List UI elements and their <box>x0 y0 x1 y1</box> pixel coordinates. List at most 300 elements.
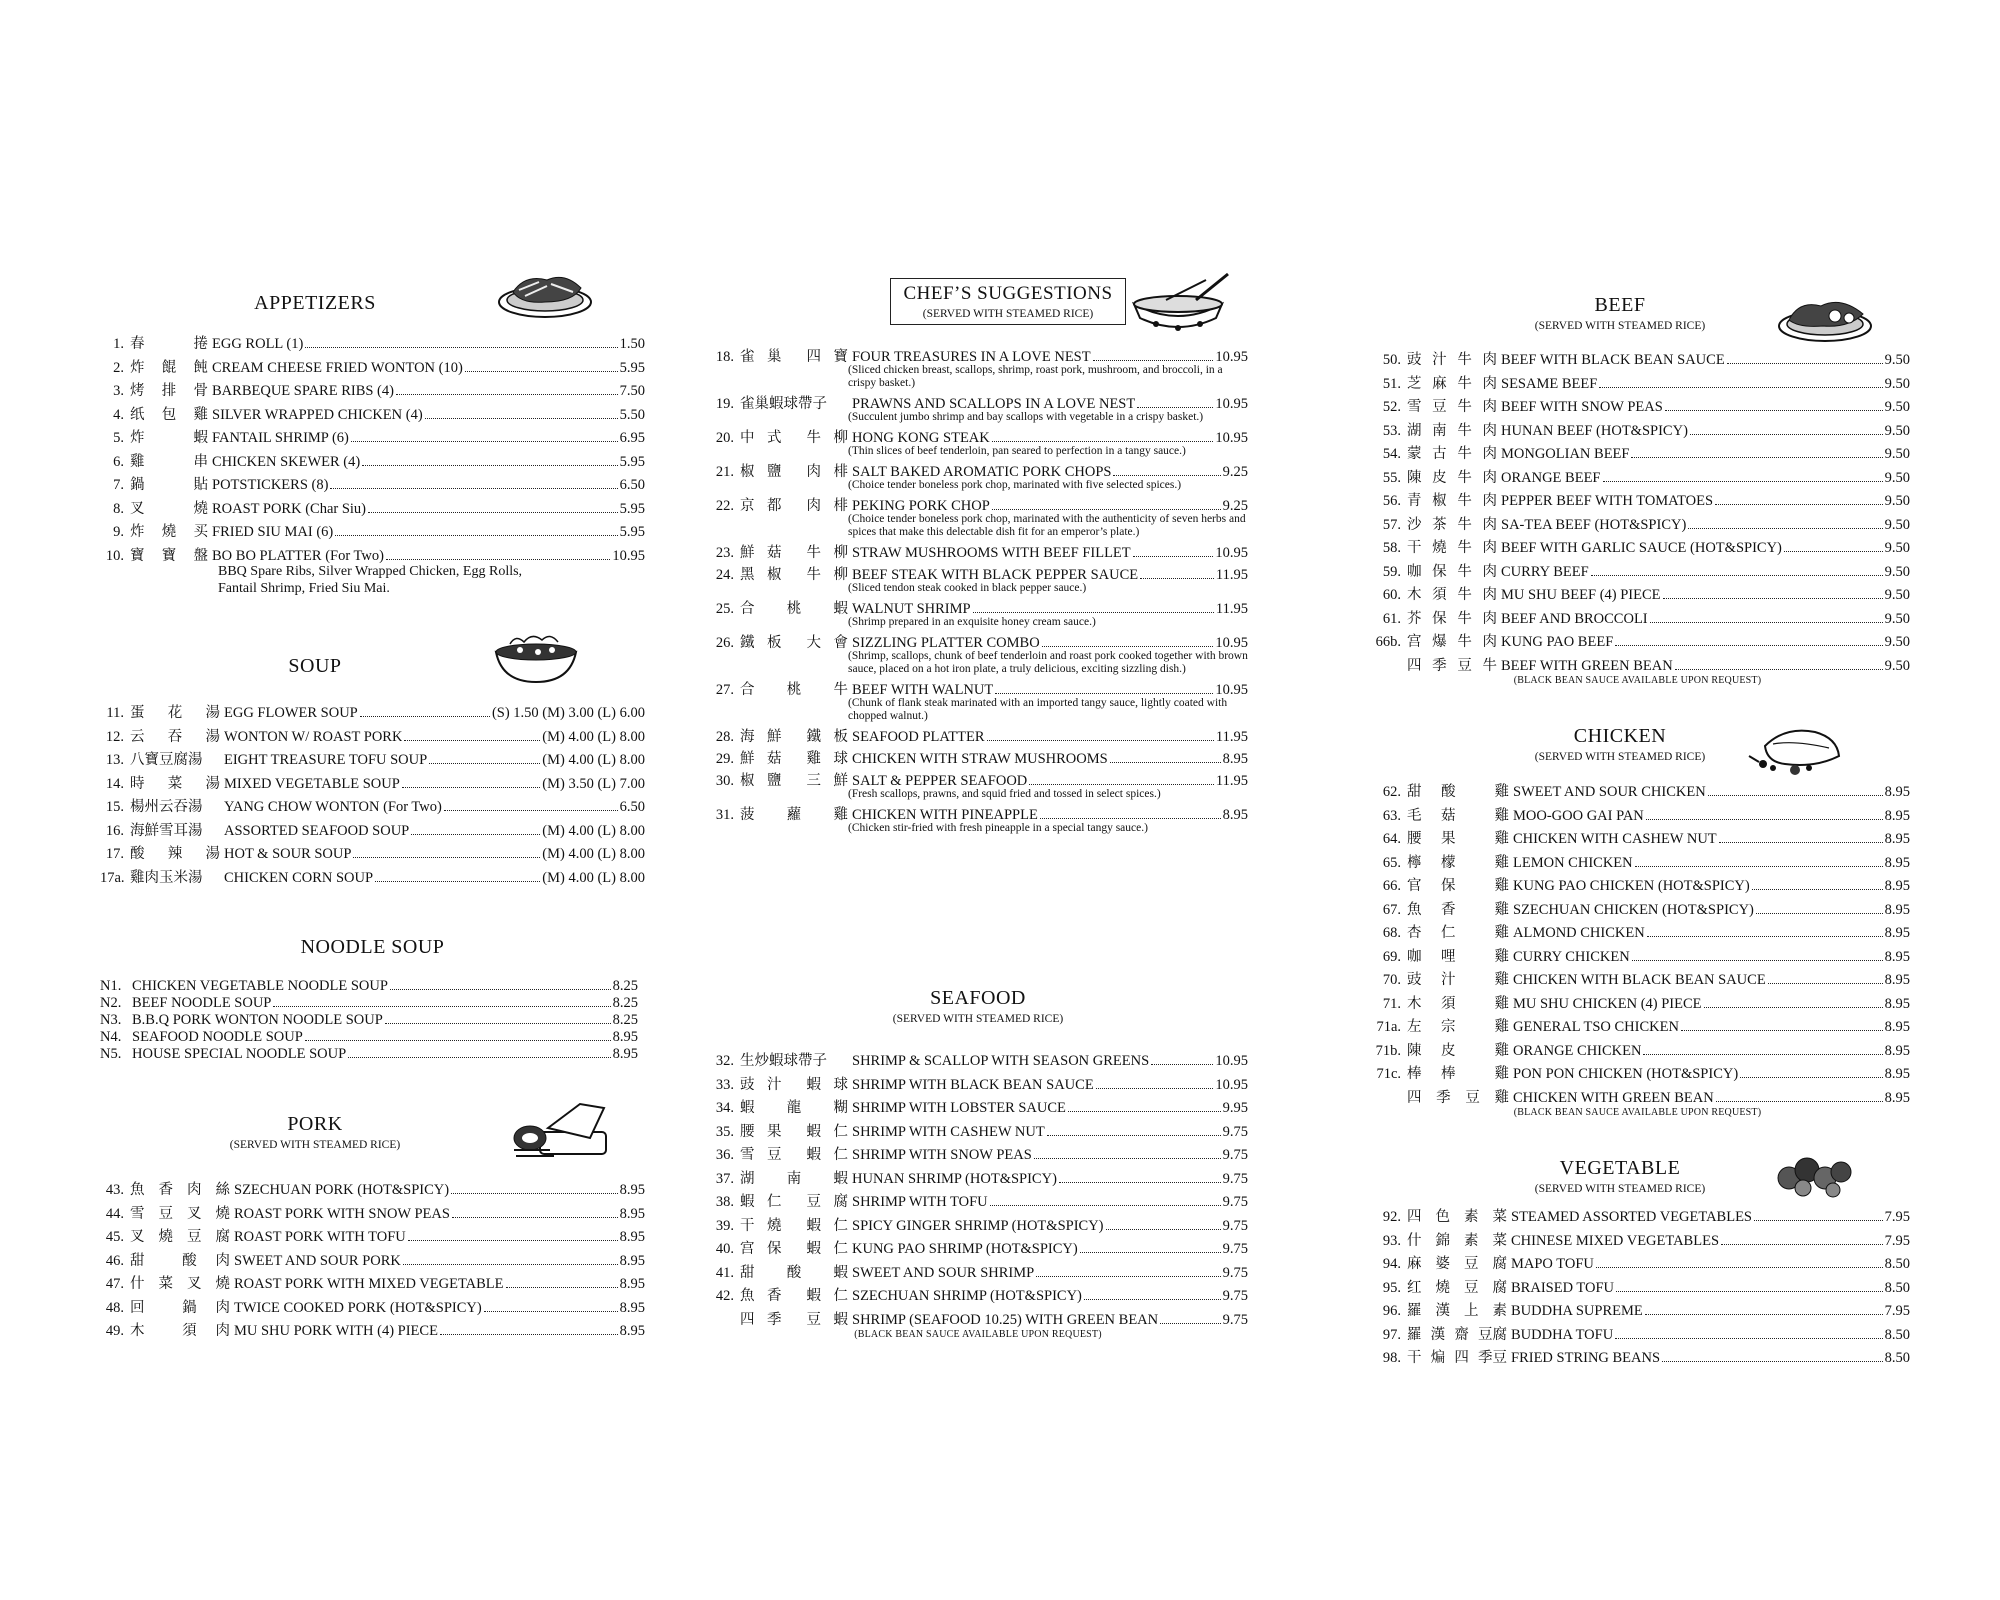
chinese-char: 排 <box>161 383 177 399</box>
menu-item-row <box>1365 899 1910 923</box>
menu-item-row <box>100 357 645 381</box>
chinese-char: 鹽 <box>767 464 782 480</box>
soup-bowl-illustration <box>490 630 582 686</box>
leader-dots <box>1665 410 1883 411</box>
item-number: 55. <box>1382 469 1401 486</box>
menu-item-row <box>1365 993 1910 1017</box>
chinese-char: 菜 <box>1492 1209 1507 1225</box>
item-price: 11.95 <box>1215 773 1248 789</box>
chinese-char: 海鮮雪耳湯 <box>130 822 203 839</box>
item-chinese-name <box>1401 1324 1507 1348</box>
item-chinese-name <box>734 1168 848 1192</box>
menu-item-row <box>100 749 645 773</box>
item-number: 56. <box>1382 493 1401 509</box>
item-price: 6.50 <box>619 799 645 815</box>
chinese-char: 肉 <box>1482 422 1497 439</box>
item-number: 7. <box>113 477 124 493</box>
item-number: 17a. <box>100 869 125 886</box>
item-price: 9.50 <box>1884 352 1910 368</box>
item-name: SZECHUAN CHICKEN (HOT&SPICY) <box>1513 901 1754 918</box>
item-chinese-name <box>734 495 848 517</box>
item-price: 9.75 <box>1222 1217 1248 1234</box>
chinese-char: 魚 <box>130 1182 145 1198</box>
noodle-soup-title: NOODLE SOUP <box>300 936 445 958</box>
menu-item-row <box>1365 373 1910 397</box>
item-name: CURRY CHICKEN <box>1513 948 1630 965</box>
leader-dots <box>1681 1030 1883 1031</box>
chef-title-box <box>890 278 1125 325</box>
vegetable-title: VEGETABLE <box>1559 1157 1681 1179</box>
item-number: 44. <box>105 1205 124 1222</box>
chinese-char: 咖 <box>1407 563 1422 580</box>
appetizers-list <box>100 333 645 568</box>
item-name: SWEET AND SOUR SHRIMP <box>852 1264 1035 1281</box>
chinese-char: 芝 <box>1407 375 1422 392</box>
item-name: SZECHUAN PORK (HOT&SPICY) <box>234 1182 450 1198</box>
leader-dots <box>1632 960 1883 961</box>
item-name: MOO-GOO GAI PAN <box>1513 807 1644 824</box>
leader-dots <box>1029 784 1214 785</box>
leader-dots <box>403 1264 618 1265</box>
item-price: 7.95 <box>1884 1303 1910 1319</box>
chinese-char: 燒 <box>1432 540 1447 556</box>
item-number: 42. <box>715 1288 734 1304</box>
item-number: 17. <box>105 846 124 862</box>
leader-dots <box>1716 1101 1883 1102</box>
item-number: 13. <box>105 752 124 768</box>
chinese-char: 豆 <box>158 1205 173 1222</box>
item-number: 62. <box>1382 784 1401 800</box>
leader-dots <box>404 740 540 741</box>
leader-dots <box>1616 1291 1883 1292</box>
item-price: 8.95 <box>619 1299 645 1316</box>
item-name: SHRIMP & SCALLOP WITH SEASON GREENS <box>852 1053 1150 1069</box>
item-chinese-name <box>124 867 220 891</box>
chinese-char: 蝦 <box>740 1194 755 1210</box>
item-price: 10.95 <box>1215 635 1248 651</box>
item-chinese-name <box>1401 514 1497 538</box>
chinese-char: 餛 <box>161 359 177 376</box>
item-number: 53. <box>1382 422 1401 439</box>
chinese-char: 季 <box>1432 657 1447 674</box>
chinese-char: 牛 <box>1457 634 1472 650</box>
item-number: 52. <box>1382 399 1401 415</box>
item-chinese-name <box>734 1097 848 1121</box>
chinese-char: 四 <box>740 1311 755 1328</box>
item-price: 6.50 <box>619 477 645 493</box>
item-chinese-name <box>734 1050 848 1074</box>
menu-item-row <box>1365 1016 1910 1040</box>
item-name: BEEF WITH GARLIC SAUCE (HOT&SPICY) <box>1501 540 1782 556</box>
item-number: 39. <box>715 1217 734 1234</box>
item-description: (Sliced tendon steak cooked in black pepper sauce.) <box>848 582 1087 594</box>
menu-item-row <box>1365 1277 1910 1301</box>
chinese-char: 甜 <box>740 1264 755 1281</box>
chinese-char: 牛 <box>1457 610 1472 627</box>
item-price: 9.75 <box>1222 1147 1248 1163</box>
item-price: 9.75 <box>1222 1264 1248 1281</box>
chinese-char: 須 <box>1432 587 1447 603</box>
chinese-char: 雞 <box>1494 901 1509 918</box>
chinese-char: 球 <box>833 1076 848 1093</box>
item-price: 5.95 <box>619 453 645 470</box>
item-number: 1. <box>113 336 124 352</box>
item-number: 94. <box>1382 1256 1401 1272</box>
chinese-char: 蝦 <box>806 1147 821 1163</box>
leader-dots <box>1740 1077 1882 1078</box>
chinese-char: 黑 <box>740 567 755 583</box>
item-chinese-name <box>124 843 220 867</box>
item-name: BEEF STEAK WITH BLACK PEPPER SAUCE <box>852 567 1139 583</box>
item-price: 9.75 <box>1222 1241 1248 1257</box>
leader-dots <box>1662 1361 1883 1362</box>
item-description: (Fresh scallops, prawns, and squid fried and tossed in select spices.) <box>848 788 1161 800</box>
item-chinese-name <box>124 749 220 773</box>
item-price: 9.75 <box>1222 1288 1248 1304</box>
item-price: 8.95 <box>1884 831 1910 847</box>
beef-list <box>1365 349 1910 686</box>
item-chinese-name <box>124 404 208 428</box>
leader-dots <box>348 1057 610 1058</box>
leader-dots <box>465 371 618 372</box>
chinese-char: 板 <box>767 635 782 651</box>
chinese-char: 季豆 <box>1477 1350 1507 1366</box>
chinese-char: 哩 <box>1441 948 1456 965</box>
item-chinese-name <box>734 1238 848 1262</box>
item-number: 2. <box>113 359 124 376</box>
chinese-char: 蝦 <box>806 1123 821 1140</box>
item-chinese-name <box>124 545 208 569</box>
item-number: 58. <box>1382 540 1401 556</box>
chinese-char: 上 <box>1464 1303 1479 1319</box>
item-name: YANG CHOW WONTON (For Two) <box>224 799 442 815</box>
leader-dots <box>440 1334 618 1335</box>
menu-item-row <box>1365 349 1910 373</box>
item-chinese-name <box>1401 655 1497 679</box>
menu-item-row <box>1365 828 1910 852</box>
leader-dots <box>1721 1244 1883 1245</box>
menu-item-row <box>1365 1206 1910 1230</box>
item-chinese-name <box>734 1191 848 1215</box>
item-chinese-name <box>1401 1063 1509 1087</box>
item-name: CHICKEN WITH BLACK BEAN SAUCE <box>1513 972 1766 988</box>
chinese-char: 香 <box>767 1288 782 1304</box>
menu-item-row <box>1365 1063 1910 1087</box>
leader-dots <box>1093 360 1214 361</box>
leader-dots <box>396 394 618 395</box>
chinese-char: 四 <box>806 349 821 365</box>
chinese-char: 茶 <box>1432 516 1447 533</box>
chinese-char: 蝦 <box>833 601 848 617</box>
chinese-char: 湯 <box>205 728 220 745</box>
chinese-char: 羅 <box>1407 1326 1422 1343</box>
item-chinese-name <box>1401 875 1509 899</box>
chinese-char: 雞 <box>1494 831 1509 847</box>
item-price: 11.95 <box>1215 601 1248 617</box>
chinese-char: 牛 <box>1457 446 1472 462</box>
item-chinese-name <box>124 1273 230 1297</box>
menu-item-row <box>100 995 638 1012</box>
menu-item-row <box>100 702 645 726</box>
chinese-char: 椒 <box>740 773 755 789</box>
item-number: 33. <box>715 1076 734 1093</box>
chinese-char: 肉 <box>1482 352 1497 368</box>
item-name: BEEF WITH BLACK BEAN SAUCE <box>1501 352 1725 368</box>
chinese-char: 煸 <box>1430 1350 1446 1366</box>
item-number: 5. <box>113 430 124 446</box>
item-name: SIZZLING PLATTER COMBO <box>852 635 1040 651</box>
availability-note: (BLACK BEAN SAUCE AVAILABLE UPON REQUEST) <box>1513 1107 1762 1118</box>
chinese-char: 豆腐 <box>1477 1326 1507 1343</box>
chinese-char: 鍋 <box>130 477 145 493</box>
item-name: ROAST PORK (Char Siu) <box>212 500 367 517</box>
item-name: FANTAIL SHRIMP (6) <box>212 430 349 446</box>
menu-item-row <box>708 1074 1248 1098</box>
menu-item-row <box>100 773 645 797</box>
item-chinese-name <box>1401 1230 1507 1254</box>
item-price: 9.50 <box>1884 446 1910 462</box>
item-name: HOUSE SPECIAL NOODLE SOUP <box>132 1046 347 1062</box>
item-name: BEEF NOODLE SOUP <box>132 995 272 1011</box>
menu-item-row <box>708 542 1248 564</box>
item-name: MONGOLIAN BEEF <box>1501 446 1630 462</box>
menu-item-row <box>1365 1253 1910 1277</box>
leader-dots <box>1096 1088 1214 1089</box>
leader-dots <box>1635 866 1883 867</box>
item-price: 11.95 <box>1215 567 1248 583</box>
item-price: (S) 1.50 (M) 3.00 (L) 6.00 <box>491 705 645 721</box>
item-name: SHRIMP WITH LOBSTER SAUCE <box>852 1100 1066 1116</box>
menu-item-row <box>1365 490 1910 514</box>
item-name: BEEF WITH WALNUT <box>852 682 994 698</box>
menu-item-row <box>1365 875 1910 899</box>
chinese-char: 菜 <box>167 775 183 792</box>
chinese-char: 雞 <box>130 453 145 470</box>
availability-note: (BLACK BEAN SAUCE AVAILABLE UPON REQUEST) <box>1513 675 1762 686</box>
item-price: 10.95 <box>612 547 645 564</box>
menu-item-row <box>100 521 645 545</box>
menu-item-row <box>1365 467 1910 491</box>
chinese-char: 雞 <box>1494 784 1509 800</box>
chinese-char: 牛 <box>1482 657 1497 674</box>
chinese-char: 雞 <box>1494 854 1509 871</box>
chinese-char: 菇 <box>767 751 782 767</box>
item-number: 93. <box>1382 1232 1401 1249</box>
chinese-char: 燒 <box>161 524 177 540</box>
chinese-char: 蝦 <box>806 1217 821 1234</box>
chinese-char: 回 <box>130 1299 145 1316</box>
chinese-char: 汁 <box>767 1076 782 1093</box>
item-description: (Choice tender boneless pork chop, marinated with five selected spices.) <box>848 479 1182 491</box>
chinese-char: 仁 <box>833 1147 848 1163</box>
item-number: 98. <box>1382 1350 1401 1366</box>
chinese-char: 蝦 <box>740 1100 755 1116</box>
chinese-char: 保 <box>1441 878 1456 894</box>
leader-dots <box>444 810 618 811</box>
chinese-char: 檸 <box>1407 854 1422 871</box>
item-number: 69. <box>1382 948 1401 965</box>
soup-title: SOUP <box>288 655 342 677</box>
item-price: 8.95 <box>1884 784 1910 800</box>
leader-dots <box>360 716 490 717</box>
item-name: BRAISED TOFU <box>1511 1279 1615 1296</box>
chinese-char: 菇 <box>1441 807 1456 824</box>
item-number: 47. <box>105 1276 124 1292</box>
item-chinese-name <box>124 1320 230 1344</box>
item-name: PEKING PORK CHOP <box>852 498 990 514</box>
item-number: 65. <box>1382 854 1401 871</box>
chinese-char: 什 <box>1407 1232 1422 1249</box>
availability-note: (BLACK BEAN SAUCE AVAILABLE UPON REQUEST) <box>854 1329 1102 1340</box>
leader-dots <box>451 1193 618 1194</box>
chinese-char: 楊州云吞湯 <box>130 799 203 815</box>
seafood-title: SEAFOOD <box>930 987 1026 1009</box>
chinese-char: 酸 <box>182 1252 197 1269</box>
chinese-char: 雞 <box>1494 807 1509 824</box>
chinese-char: 汁 <box>1441 972 1456 988</box>
item-price: 8.95 <box>619 1205 645 1222</box>
item-name: KUNG PAO BEEF <box>1501 634 1614 650</box>
pork-list <box>100 1179 645 1344</box>
item-price: 6.95 <box>619 430 645 446</box>
item-name: SEAFOOD PLATTER <box>852 729 985 745</box>
item-chinese-name <box>1401 537 1497 561</box>
chinese-char: 板 <box>833 729 848 745</box>
item-number: 23. <box>715 545 734 561</box>
item-name: CURRY BEEF <box>1501 563 1589 580</box>
item-number: 21. <box>715 464 734 480</box>
chinese-char: 齋 <box>1454 1326 1469 1343</box>
menu-item-row <box>1365 805 1910 829</box>
chinese-char: 大 <box>806 635 821 651</box>
item-description: (Chunk of flank steak marinated with an imported tangy sauce, lightly coated with chopped walnut.) <box>848 697 1228 722</box>
chinese-char: 肉 <box>215 1252 230 1269</box>
item-number: 19. <box>715 396 734 412</box>
item-chinese-name <box>1401 946 1509 970</box>
menu-item-row <box>1365 420 1910 444</box>
item-number: 15. <box>105 799 124 815</box>
leader-dots <box>973 612 1214 613</box>
leader-dots <box>1591 575 1883 576</box>
chinese-char: 湯 <box>205 775 220 792</box>
chinese-char: 式 <box>767 430 782 446</box>
leader-dots <box>506 1287 618 1288</box>
chinese-char: 串 <box>193 453 208 470</box>
chinese-char: 牛 <box>1457 469 1472 486</box>
chinese-char: 寶 <box>130 547 145 564</box>
item-name: GENERAL TSO CHICKEN <box>1513 1019 1679 1035</box>
menu-item-row <box>100 726 645 750</box>
chinese-char: 牛 <box>1457 422 1472 439</box>
item-chinese-name <box>734 542 848 564</box>
menu-item-row <box>708 1121 1248 1145</box>
chinese-char: 會 <box>833 635 848 651</box>
item-chinese-name <box>124 521 208 545</box>
item-chinese-name <box>734 1074 848 1098</box>
item-price: 8.95 <box>1884 1019 1910 1035</box>
item-name: MU SHU BEEF (4) PIECE <box>1501 587 1661 603</box>
chinese-char: 蝦 <box>806 1076 821 1093</box>
item-number: 38. <box>715 1194 734 1210</box>
item-name: BO BO PLATTER (For Two) <box>212 547 384 564</box>
leader-dots <box>1106 1229 1221 1230</box>
chef-subtitle: (SERVED WITH STEAMED RICE) <box>922 308 1094 320</box>
menu-item-row <box>1365 1300 1910 1324</box>
item-chinese-name <box>124 333 208 357</box>
item-number: 67. <box>1382 901 1401 918</box>
menu-item-row <box>708 1168 1248 1192</box>
chinese-char: 四 <box>1454 1350 1469 1366</box>
chinese-char: 須 <box>1441 995 1456 1012</box>
item-price: 8.25 <box>612 995 638 1011</box>
item-price: 10.95 <box>1215 396 1248 412</box>
item-name: SHRIMP WITH SNOW PEAS <box>852 1147 1032 1163</box>
chinese-char: 魚 <box>740 1288 755 1304</box>
item-name: ASSORTED SEAFOOD SOUP <box>224 822 410 839</box>
chinese-char: 盤 <box>193 547 208 564</box>
item-chinese-name <box>734 427 848 449</box>
chinese-char: 仁 <box>1441 925 1456 941</box>
item-price: 8.95 <box>1884 807 1910 824</box>
chinese-char: 保 <box>1432 610 1447 627</box>
menu-item-row <box>708 726 1248 748</box>
chinese-char: 叉 <box>130 1229 145 1245</box>
item-name: CHICKEN WITH STRAW MUSHROOMS <box>852 751 1108 767</box>
item-name: SZECHUAN SHRIMP (HOT&SPICY) <box>852 1288 1082 1304</box>
item-price: 9.50 <box>1884 469 1910 486</box>
chinese-char: 豉 <box>1407 972 1422 988</box>
chinese-char: 柳 <box>833 567 848 583</box>
menu-item-row <box>100 867 645 891</box>
seafood-section <box>708 987 1253 1025</box>
item-chinese-name <box>1401 490 1497 514</box>
chinese-char: 燒 <box>215 1205 230 1222</box>
item-number: 27. <box>715 682 734 698</box>
leader-dots <box>992 441 1214 442</box>
leader-dots <box>368 512 618 513</box>
item-name: MU SHU PORK WITH (4) PIECE <box>234 1323 438 1339</box>
item-name: BUDDHA TOFU <box>1511 1326 1614 1343</box>
item-price: 10.95 <box>1215 349 1248 365</box>
item-name: SILVER WRAPPED CHICKEN (4) <box>212 406 423 423</box>
item-number: 40. <box>715 1241 734 1257</box>
menu-item-row <box>1365 1230 1910 1254</box>
leader-dots <box>1036 1276 1220 1277</box>
item-name: HUNAN BEEF (HOT&SPICY) <box>1501 422 1688 439</box>
item-price: 8.95 <box>1884 972 1910 988</box>
menu-item-row <box>708 748 1248 770</box>
item-price: 8.50 <box>1884 1326 1910 1343</box>
chinese-char: 都 <box>767 498 782 514</box>
chinese-char: 季 <box>1436 1089 1451 1106</box>
item-number: 71a. <box>1376 1019 1401 1035</box>
item-price: 10.95 <box>1215 430 1248 446</box>
item-price: 8.95 <box>612 1046 638 1062</box>
menu-item-row <box>1365 443 1910 467</box>
item-number: 14. <box>105 775 124 792</box>
item-number: 16. <box>105 822 124 839</box>
item-number: 32. <box>715 1053 734 1069</box>
leader-dots <box>1784 551 1883 552</box>
item-name: SHRIMP WITH TOFU <box>852 1194 988 1210</box>
item-chinese-name <box>1401 584 1497 608</box>
chinese-char: 海 <box>740 729 755 745</box>
leader-dots <box>1615 645 1882 646</box>
item-number: 25. <box>715 601 734 617</box>
chinese-char: 鐵 <box>806 729 821 745</box>
item-number: 29. <box>715 751 734 767</box>
chinese-char: 雞 <box>806 751 821 767</box>
